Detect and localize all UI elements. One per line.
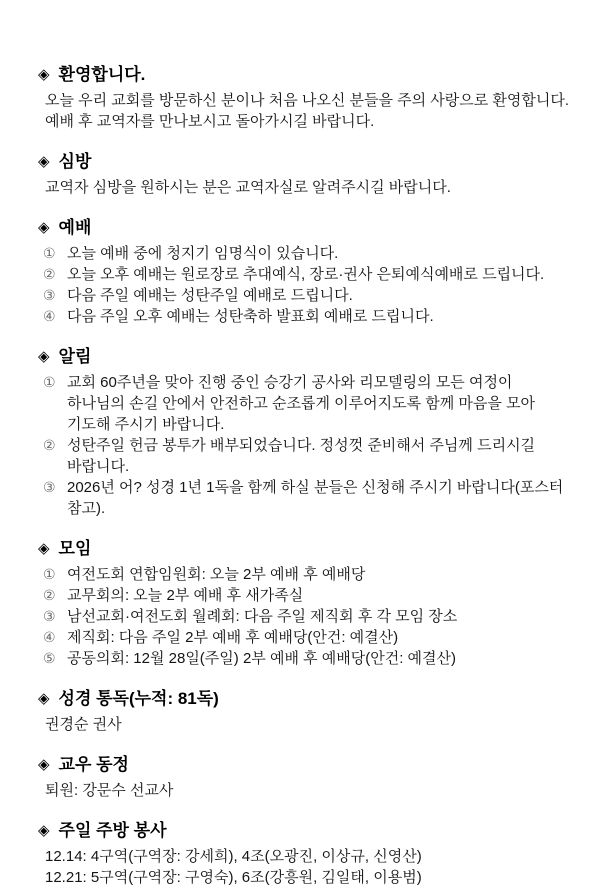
section-body [38,780,574,801]
circled-number-icon: ① [43,374,56,390]
section-title-meetings [38,538,574,561]
text-line [43,867,574,888]
circled-number-icon: ③ [43,287,56,303]
line-text: 교회 60주년을 맞아 진행 중인 승강기 공사와 리모델링의 모든 여정이 하나님의 손길 안에서 안전하고 순조롭게 이루어지도록 함께 마음을 모아 기도해 주시기 바랍니다. [67,374,536,433]
line-text: 권경순 권사 [45,716,122,733]
line-text: 다음 주일 오후 예배는 성탄축하 발표회 예배로 드립니다. [67,308,434,325]
text-line [43,714,574,735]
numbered-item [43,627,574,648]
section-member-news [38,754,574,801]
numbered-item [43,564,574,585]
section-kitchen-service [38,820,574,888]
section-body [38,714,574,735]
diamond-bullet: ◈ [38,153,50,170]
diamond-bullet: ◈ [38,540,50,557]
section-title-text: 알림 [58,347,92,366]
diamond-bullet: ◈ [38,348,50,365]
section-title-kitchen-service [38,820,574,843]
numbered-item [43,648,574,669]
section-body [38,372,574,519]
line-text: 교역자 심방을 원하시는 분은 교역자실로 알려주시길 바랍니다. [45,179,451,196]
circled-number-icon: ② [43,266,56,282]
circled-number-icon: ① [43,245,56,261]
line-text: 여전도회 연합임원회: 오늘 2부 예배 후 예배당 [67,566,366,583]
line-text: 공동의회: 12월 28일(주일) 2부 예배 후 예배당(안건: 예결산) [67,650,457,667]
line-text: 오늘 오후 예배는 원로장로 추대예식, 장로·권사 은퇴예식예배로 드립니다. [67,266,545,283]
text-line [43,780,574,801]
section-title-text: 성경 통독(누적: 81독) [58,689,219,708]
line-text: 2026년 어? 성경 1년 1독을 함께 하실 분들은 신청해 주시기 바랍니다(포스터 참고). [67,479,564,517]
line-text: 교무회의: 오늘 2부 예배 후 새가족실 [67,587,304,604]
line-text: 제직회: 다음 주일 2부 예배 후 예배당(안건: 예결산) [67,629,399,646]
circled-number-icon: ③ [43,608,56,624]
numbered-item [43,306,574,327]
circled-number-icon: ④ [43,629,56,645]
line-text: 오늘 예배 중에 청지기 임명식이 있습니다. [67,245,339,262]
section-title-announcements [38,346,574,369]
line-text: 예배 후 교역자를 만나보시고 돌아가시길 바랍니다. [45,113,375,130]
section-body [38,243,574,327]
text-line [43,90,574,111]
numbered-item [43,264,574,285]
section-welcome [38,64,574,132]
numbered-item [43,243,574,264]
line-text: 퇴원: 강문수 선교사 [45,782,174,799]
line-text: 남선교회·여전도회 월례회: 다음 주일 제직회 후 각 모임 장소 [67,608,458,625]
section-title-text: 교우 동정 [58,755,129,774]
diamond-bullet: ◈ [38,822,50,839]
section-title-text: 예배 [58,218,92,237]
circled-number-icon: ② [43,437,56,453]
text-line [43,846,574,867]
section-visitation [38,151,574,198]
section-meetings [38,538,574,669]
section-title-bible-reading [38,688,574,711]
section-title-text: 환영합니다. [58,65,146,84]
diamond-bullet: ◈ [38,219,50,236]
section-title-text: 주일 주방 봉사 [58,821,167,840]
section-title-member-news [38,754,574,777]
section-body [38,90,574,132]
line-text: 오늘 우리 교회를 방문하신 분이나 처음 나오신 분들을 주의 사랑으로 환영합니다. [45,92,570,109]
numbered-item [43,606,574,627]
section-body [38,564,574,669]
numbered-item [43,477,574,519]
section-announcements [38,346,574,519]
line-text: 다음 주일 예배는 성탄주일 예배로 드립니다. [67,287,353,304]
line-text: 성탄주일 헌금 봉투가 배부되었습니다. 정성껏 준비해서 주님께 드리시길 바랍니다. [67,437,536,475]
numbered-item [43,285,574,306]
circled-number-icon: ① [43,566,56,582]
section-title-visitation [38,151,574,174]
section-title-text: 모임 [58,539,92,558]
text-line [43,111,574,132]
circled-number-icon: ③ [43,479,56,495]
section-body [38,177,574,198]
section-title-worship [38,217,574,240]
circled-number-icon: ⑤ [43,650,56,666]
diamond-bullet: ◈ [38,756,50,773]
diamond-bullet: ◈ [38,66,50,83]
line-text: 12.14: 4구역(구역장: 강세희), 4조(오광진, 이상규, 신영산) [45,848,422,865]
section-title-welcome [38,64,574,87]
section-title-text: 심방 [58,152,92,171]
circled-number-icon: ② [43,587,56,603]
text-line [43,177,574,198]
diamond-bullet: ◈ [38,690,50,707]
section-body [38,846,574,888]
section-worship [38,217,574,327]
numbered-item [43,435,574,477]
numbered-item [43,585,574,606]
numbered-item [43,372,574,435]
circled-number-icon: ④ [43,308,56,324]
line-text: 12.21: 5구역(구역장: 구영숙), 6조(강흥원, 김일태, 이용범) [45,869,422,886]
section-bible-reading [38,688,574,735]
